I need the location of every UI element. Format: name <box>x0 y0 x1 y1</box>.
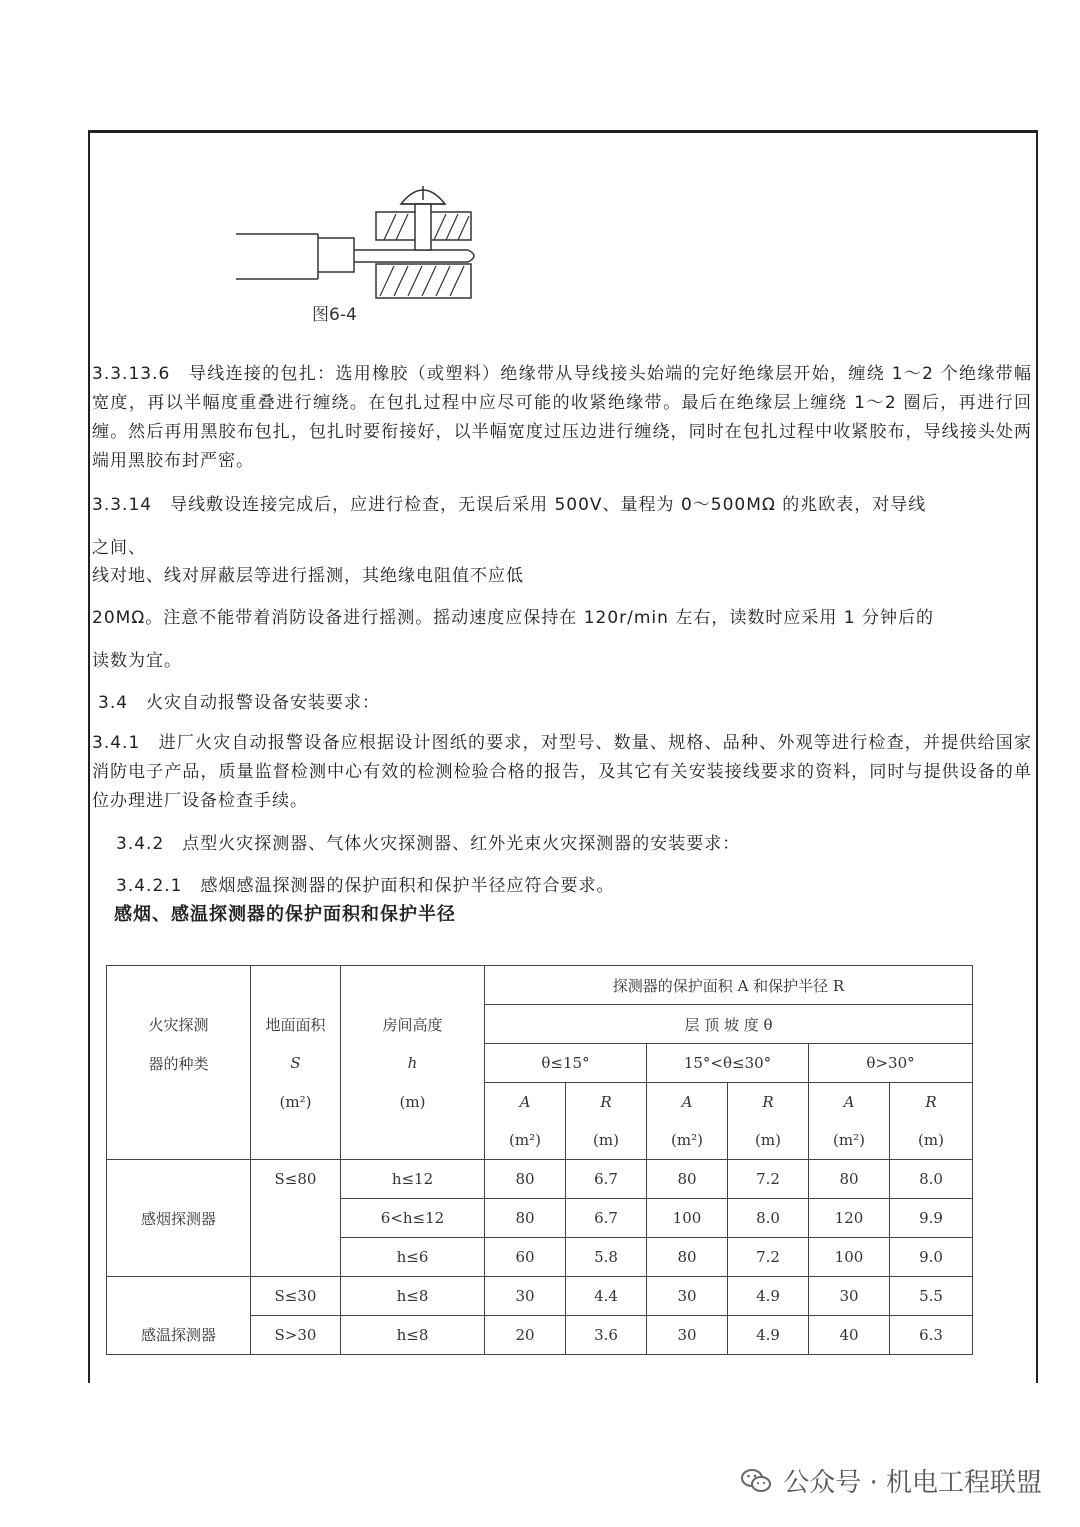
header-unit-R: (m) <box>890 1121 973 1160</box>
area-value-cell: 30 <box>647 1277 728 1316</box>
area-value-cell: 100 <box>647 1199 728 1238</box>
header-unit-A: (m²) <box>809 1121 890 1160</box>
header-height-b: h <box>341 1044 485 1083</box>
header-area-unit: (m²) <box>251 1083 341 1122</box>
area-value-cell: 80 <box>485 1160 566 1199</box>
paragraph-3-4-2: 3.4.2 点型火灾探测器、气体火灾探测器、红外光束火灾探测器的安装要求： <box>116 834 741 854</box>
area-value-cell: 80 <box>647 1160 728 1199</box>
area-value-cell: 20 <box>485 1316 566 1355</box>
detector-type-cell: 感温探测器 <box>107 1316 251 1355</box>
radius-value-cell: 6.7 <box>566 1199 647 1238</box>
area-value-cell: 60 <box>485 1238 566 1277</box>
header-unit-R: (m) <box>728 1121 809 1160</box>
header-A: A <box>485 1083 566 1122</box>
section-3-4-heading: 3.4 火灾自动报警设备安装要求： <box>98 693 381 713</box>
header-cell <box>341 966 485 1005</box>
radius-value-cell: 7.2 <box>728 1238 809 1277</box>
floor-area-cell: S≤80 <box>251 1160 341 1199</box>
header-cell <box>341 1121 485 1160</box>
table-row <box>107 1160 973 1199</box>
header-slope-3: θ>30° <box>809 1044 973 1083</box>
area-value-cell: 120 <box>809 1199 890 1238</box>
header-slope-1: θ≤15° <box>485 1044 647 1083</box>
radius-value-cell: 8.0 <box>890 1160 973 1199</box>
header-type-b: 器的种类 <box>107 1044 251 1083</box>
watermark <box>741 1462 1042 1499</box>
radius-value-cell: 6.3 <box>890 1316 973 1355</box>
paragraph-3-3-14-line1: 3.3.14 导线敷设连接完成后，应进行检查，无误后采用 500V、量程为 0～500MΩ 的兆欧表，对导线 <box>92 495 927 515</box>
table-row <box>107 1277 973 1316</box>
radius-value-cell: 4.9 <box>728 1277 809 1316</box>
paragraph-3-3-13-6: 3.3.13.6 导线连接的包扎：选用橡胶（或塑料）绝缘带从导线接头始端的完好绝缘层开始，缠绕 1～2 个绝缘带幅宽度，再以半幅度重叠进行缠绕。在包扎过程中应尽可能的收紧绝缘带。最后在绝缘层上缠绕 1～2 圈后，再进行回缠。然后再用黑胶布包扎，包扎时要衔接好，以半幅宽度过压边进行缠绕，同时在包扎过程中收紧胶布，导线接头处两端用黑胶布封严密。 <box>92 364 1032 471</box>
figure-caption: 图6-4 <box>312 305 357 325</box>
table-row <box>107 1316 973 1355</box>
header-unit-R: (m) <box>566 1121 647 1160</box>
radius-value-cell: 5.5 <box>890 1277 973 1316</box>
area-value-cell: 30 <box>485 1277 566 1316</box>
paragraph-3-4-2-1: 3.4.2.1 感烟感温探测器的保护面积和保护半径应符合要求。 <box>116 876 615 896</box>
header-slope: 层 顶 坡 度 θ <box>485 1005 973 1044</box>
paragraph-3-3-14-line5: 读数为宜。 <box>92 651 182 671</box>
area-value-cell: 30 <box>809 1277 890 1316</box>
header-slope-2: 15°<θ≤30° <box>647 1044 809 1083</box>
paragraph-3-3-14-line3: 线对地、线对屏蔽层等进行摇测，其绝缘电阻值不应低 <box>92 566 524 586</box>
room-height-cell: h≤8 <box>341 1277 485 1316</box>
area-value-cell: 30 <box>647 1316 728 1355</box>
table-row <box>107 1238 973 1277</box>
radius-value-cell: 9.9 <box>890 1199 973 1238</box>
header-main: 探测器的保护面积 A 和保护半径 R <box>485 966 973 1005</box>
detector-type-cell: 感烟探测器 <box>107 1199 251 1238</box>
header-R: R <box>566 1083 647 1122</box>
header-R: R <box>890 1083 973 1122</box>
radius-value-cell: 4.9 <box>728 1316 809 1355</box>
header-cell <box>107 966 251 1005</box>
paragraph-3-3-14-line2: 之间、 <box>92 538 146 558</box>
header-unit-A: (m²) <box>647 1121 728 1160</box>
header-height-unit: (m) <box>341 1083 485 1122</box>
detector-type-cell <box>107 1277 251 1316</box>
area-value-cell: 40 <box>809 1316 890 1355</box>
floor-area-cell: S>30 <box>251 1316 341 1355</box>
area-value-cell: 80 <box>809 1160 890 1199</box>
radius-value-cell: 3.6 <box>566 1316 647 1355</box>
room-height-cell: h≤12 <box>341 1160 485 1199</box>
room-height-cell: h≤8 <box>341 1316 485 1355</box>
room-height-cell: h≤6 <box>341 1238 485 1277</box>
area-value-cell: 80 <box>485 1199 566 1238</box>
paragraph-3-3-14-line4: 20MΩ。注意不能带着消防设备进行摇测。摇动速度应保持在 120r/min 左右，读数时应采用 1 分钟后的 <box>92 608 934 628</box>
detector-type-cell <box>107 1238 251 1277</box>
radius-value-cell: 6.7 <box>566 1160 647 1199</box>
header-unit-A: (m²) <box>485 1121 566 1160</box>
header-area-a: 地面面积 <box>251 1005 341 1044</box>
wire-connection-figure <box>236 178 506 328</box>
header-cell <box>251 966 341 1005</box>
header-height-a: 房间高度 <box>341 1005 485 1044</box>
header-A: A <box>809 1083 890 1122</box>
radius-value-cell: 9.0 <box>890 1238 973 1277</box>
area-value-cell: 100 <box>809 1238 890 1277</box>
area-value-cell: 80 <box>647 1238 728 1277</box>
header-A: A <box>647 1083 728 1122</box>
radius-value-cell: 4.4 <box>566 1277 647 1316</box>
header-type-a: 火灾探测 <box>107 1005 251 1044</box>
detector-table <box>106 965 972 1355</box>
floor-area-cell <box>251 1199 341 1238</box>
radius-value-cell: 8.0 <box>728 1199 809 1238</box>
wechat-icon <box>741 1468 771 1494</box>
header-cell <box>107 1083 251 1160</box>
room-height-cell: 6<h≤12 <box>341 1199 485 1238</box>
table-caption: 感烟、感温探测器的保护面积和保护半径 <box>114 904 456 925</box>
detector-type-cell <box>107 1160 251 1199</box>
floor-area-cell: S≤30 <box>251 1277 341 1316</box>
radius-value-cell: 7.2 <box>728 1160 809 1199</box>
paragraph-3-4-1: 3.4.1 进厂火灾自动报警设备应根据设计图纸的要求，对型号、数量、规格、品种、外观等进行检查，并提供给国家消防电子产品，质量监督检测中心有效的检测检验合格的报告，及其它有关安装接线要求的资料，同时与提供设备的单位办理进厂设备检查手续。 <box>92 733 1032 811</box>
floor-area-cell <box>251 1238 341 1277</box>
header-R: R <box>728 1083 809 1122</box>
table-row <box>107 1199 973 1238</box>
header-cell <box>251 1121 341 1160</box>
header-area-b: S <box>251 1044 341 1083</box>
radius-value-cell: 5.8 <box>566 1238 647 1277</box>
watermark-text: 公众号 · 机电工程联盟 <box>783 1468 1042 1498</box>
